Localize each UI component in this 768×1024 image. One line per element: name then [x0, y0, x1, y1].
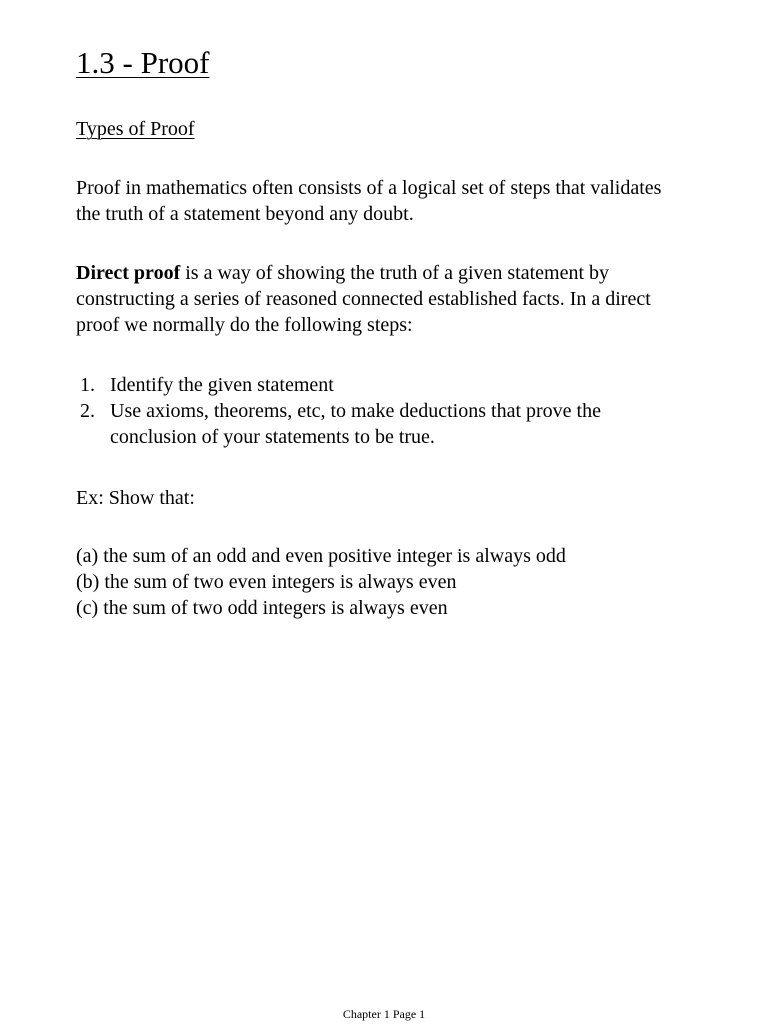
direct-proof-line: constructing a series of reasoned connected established facts. In a direct — [76, 288, 651, 310]
direct-proof-line1-text: is a way of showing the truth of a given statement by — [180, 262, 610, 284]
page-footer: Chapter 1 Page 1 — [342, 1007, 426, 1021]
step-text: Use axioms, theorems, etc, to make deductions that prove the — [110, 400, 601, 422]
section-heading: Types of Proof — [76, 118, 195, 140]
direct-proof-paragraph — [76, 260, 752, 338]
step-number: 2. — [80, 400, 95, 422]
intro-paragraph — [76, 175, 752, 227]
direct-proof-line — [76, 260, 752, 286]
steps-list — [76, 372, 752, 450]
intro-line: Proof in mathematics often consists of a logical set of steps that validates — [76, 177, 662, 199]
intro-line: the truth of a statement beyond any doubt. — [76, 203, 414, 225]
step-text: Identify the given statement — [110, 374, 334, 396]
direct-proof-term: Direct proof — [76, 262, 181, 284]
list-item: (b) the sum of two even integers is always even — [76, 571, 457, 593]
example-parts-list — [76, 543, 752, 621]
step-text: conclusion of your statements to be true. — [110, 426, 435, 448]
page-title: 1.3 - Proof — [76, 45, 210, 80]
list-item — [76, 372, 752, 398]
step-number: 1. — [80, 374, 95, 396]
direct-proof-line: proof we normally do the following steps: — [76, 314, 413, 336]
list-item — [76, 398, 752, 450]
list-item: (c) the sum of two odd integers is always even — [76, 597, 448, 619]
list-item: (a) the sum of an odd and even positive integer is always odd — [76, 545, 566, 567]
example-prompt: Ex: Show that: — [76, 487, 195, 509]
